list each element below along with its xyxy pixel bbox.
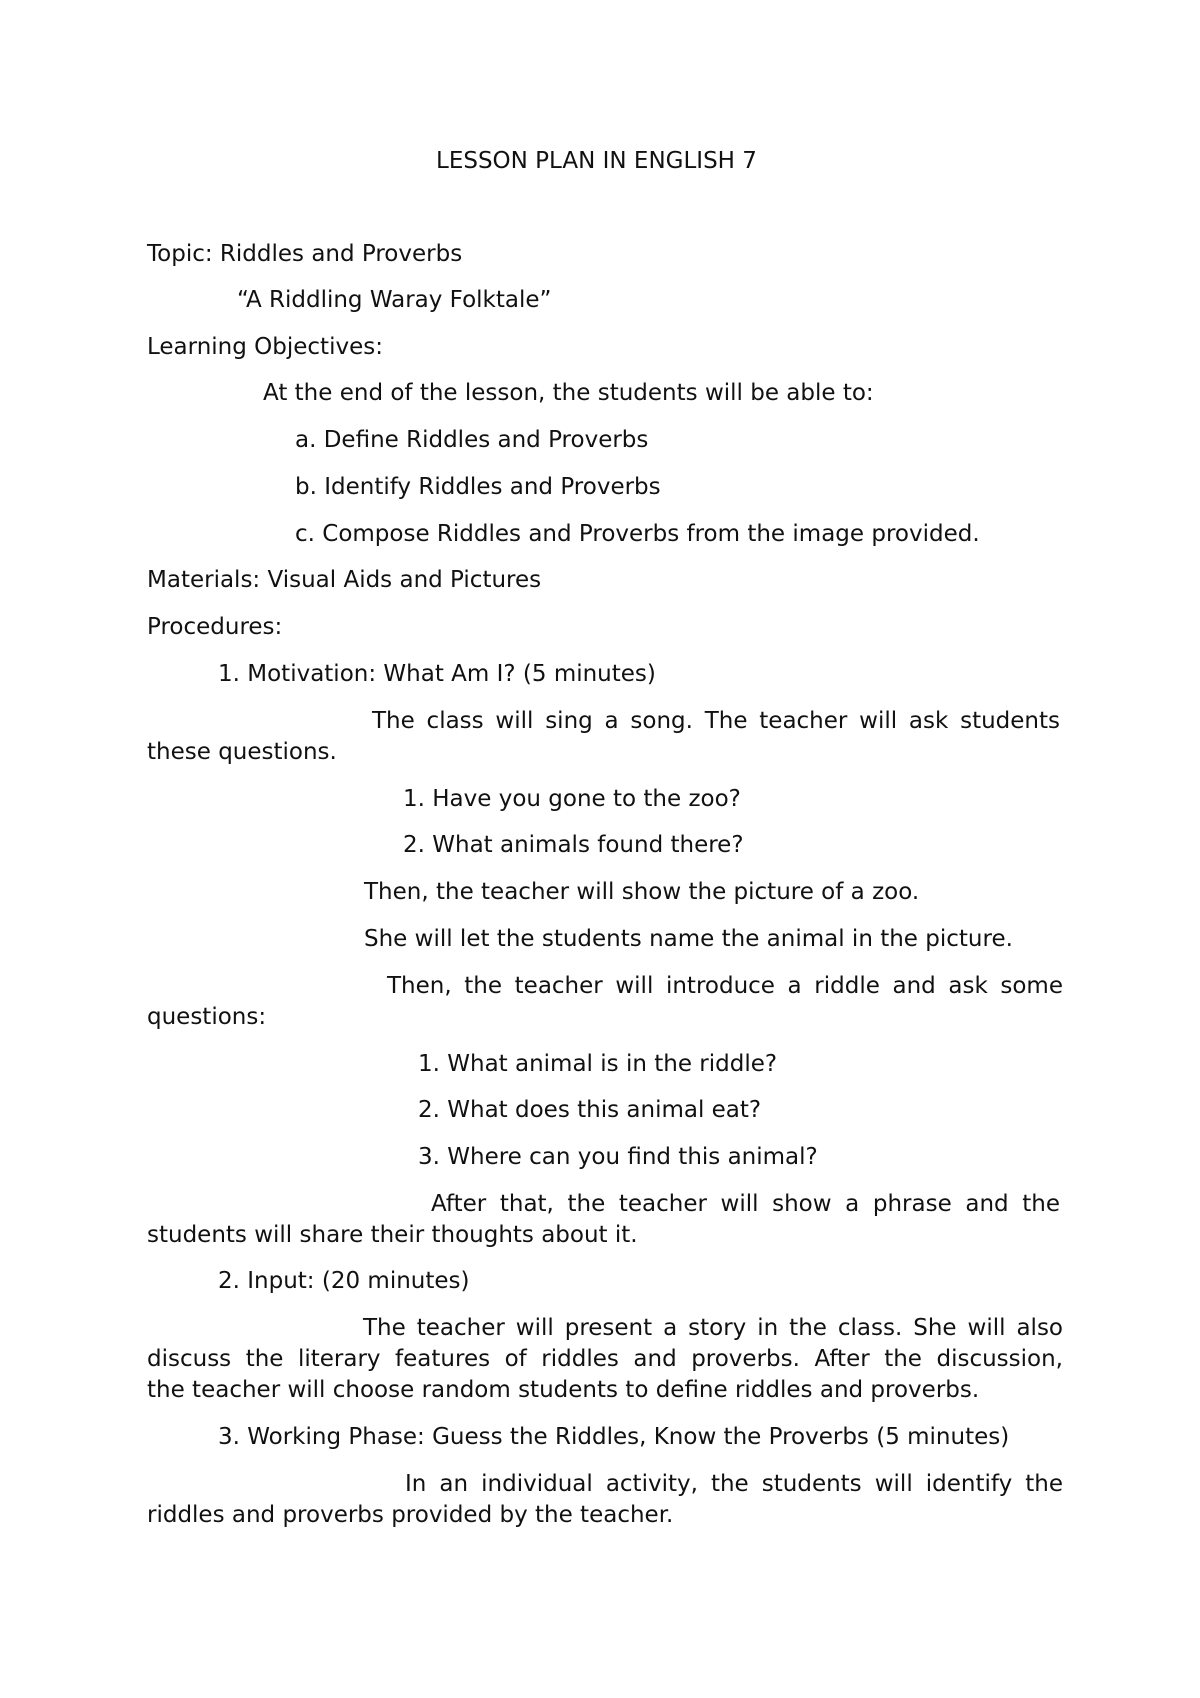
page-title: LESSON PLAN IN ENGLISH 7 (436, 148, 757, 174)
input-heading: 2. Input: (20 minutes) (218, 1268, 470, 1294)
question-item: 1. Have you gone to the zoo? (403, 786, 741, 812)
input-paragraph-line-2: discuss the literary features of riddles and proverbs. After the discussion, (147, 1346, 1063, 1372)
objectives-intro: At the end of the lesson, the students will be able to: (263, 380, 874, 406)
working-phase-paragraph-line-1: In an individual activity, the students will identify the (405, 1471, 1063, 1497)
objective-item: a. Define Riddles and Proverbs (295, 427, 649, 453)
question-item: 2. What animals found there? (403, 832, 744, 858)
procedures-heading: Procedures: (147, 614, 283, 640)
question-item: 2. What does this animal eat? (418, 1097, 762, 1123)
motivation-paragraph-2-line-2: questions: (147, 1004, 267, 1030)
motivation-paragraph-1-line-2: these questions. (147, 739, 337, 765)
story-title: “A Riddling Waray Folktale” (237, 287, 552, 313)
topic-line: Topic: Riddles and Proverbs (147, 241, 463, 267)
input-paragraph-line-1: The teacher will present a story in the class. She will also (363, 1315, 1063, 1341)
materials-line: Materials: Visual Aids and Pictures (147, 567, 542, 593)
motivation-paragraph-2-line-1: Then, the teacher will introduce a riddle and ask some (387, 973, 1063, 999)
motivation-paragraph-1-line-1: The class will sing a song. The teacher will ask students (372, 708, 1060, 734)
motivation-paragraph-3-line-2: students will share their thoughts about it. (147, 1222, 638, 1248)
question-item: 1. What animal is in the riddle? (418, 1051, 778, 1077)
working-phase-heading: 3. Working Phase: Guess the Riddles, Know the Proverbs (5 minutes) (218, 1424, 1010, 1450)
objective-item: c. Compose Riddles and Proverbs from the image provided. (295, 521, 980, 547)
name-animal-line: She will let the students name the animal in the picture. (364, 926, 1013, 952)
objective-item: b. Identify Riddles and Proverbs (295, 474, 661, 500)
motivation-heading: 1. Motivation: What Am I? (5 minutes) (218, 661, 656, 687)
working-phase-paragraph-line-2: riddles and proverbs provided by the teacher. (147, 1502, 674, 1528)
question-item: 3. Where can you find this animal? (418, 1144, 818, 1170)
input-paragraph-line-3: the teacher will choose random students to define riddles and proverbs. (147, 1377, 980, 1403)
objectives-heading: Learning Objectives: (147, 334, 383, 360)
motivation-paragraph-3-line-1: After that, the teacher will show a phrase and the (431, 1191, 1060, 1217)
zoo-picture-line: Then, the teacher will show the picture of a zoo. (364, 879, 920, 905)
